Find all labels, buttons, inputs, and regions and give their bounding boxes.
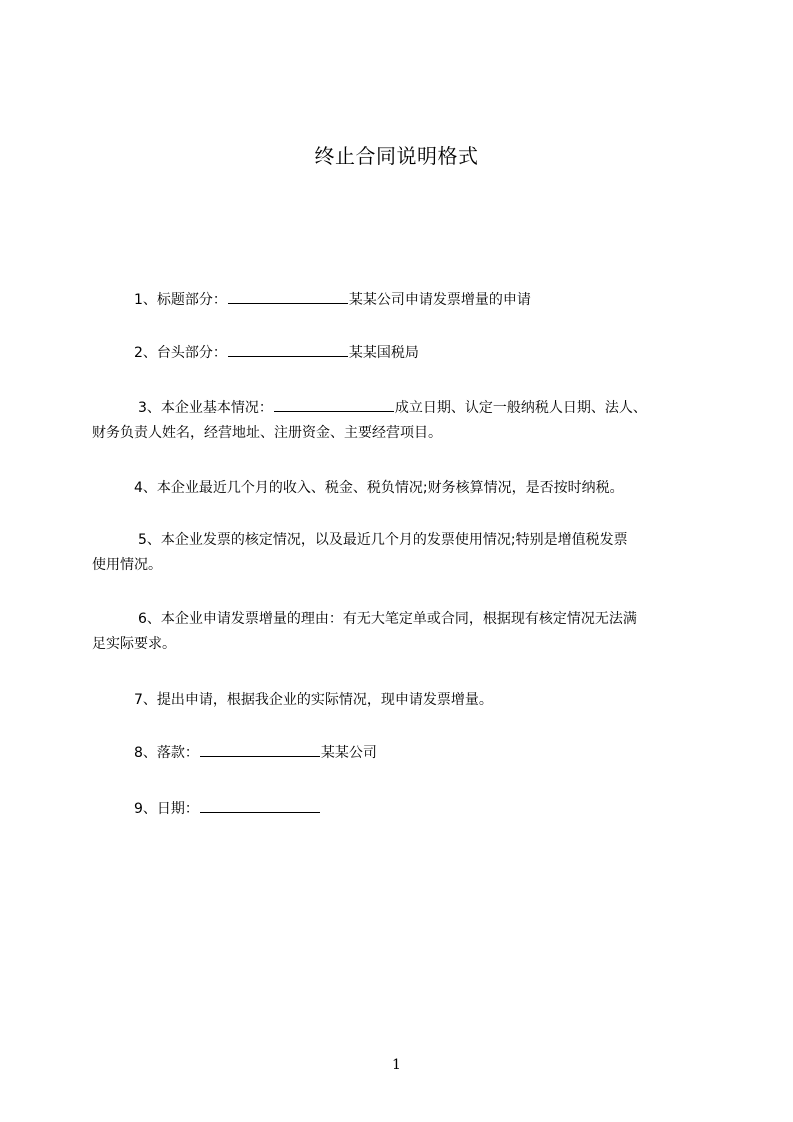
item-number: 6、 — [138, 611, 161, 627]
item-text: 成立日期、认定一般纳税人日期、法人、 — [394, 400, 647, 416]
item-text: 本企业最近几个月的收入、税金、税负情况;财务核算情况，是否按时纳税。 — [156, 480, 624, 496]
list-item-date — [134, 797, 754, 822]
item-text: 某某国税局 — [348, 345, 419, 361]
list-item-signature — [134, 741, 754, 766]
item-number: 5、 — [138, 532, 161, 548]
item-text: 某某公司 — [320, 745, 377, 761]
item-text: 某某公司申请发票增量的申请 — [348, 292, 531, 308]
item-text: 提出申请，根据我企业的实际情况，现申请发票增量。 — [156, 692, 493, 708]
document-title: 终止合同说明格式 — [314, 144, 479, 168]
list-item-recent-income — [134, 476, 754, 501]
item-label: 日期： — [156, 801, 199, 817]
item-label: 本企业基本情况： — [160, 400, 273, 416]
item-number: 7、 — [134, 692, 157, 708]
item-text: 本企业发票的核定情况，以及最近几个月的发票使用情况;特别是增值税发票 — [160, 532, 628, 548]
item-text-continued: 使用情况。 — [92, 557, 162, 573]
item-number: 1、 — [134, 292, 157, 308]
item-text: 本企业申请发票增量的理由：有无大笔定单或合同，根据现有核定情况无法满 — [160, 611, 637, 627]
item-number: 2、 — [134, 345, 157, 361]
list-item-increase-reason — [92, 607, 712, 657]
item-number: 4、 — [134, 480, 157, 496]
fill-in-blank[interactable] — [200, 744, 320, 757]
item-text-continued: 足实际要求。 — [92, 636, 176, 652]
list-item-title-section — [134, 288, 754, 313]
fill-in-blank[interactable] — [228, 291, 348, 304]
fill-in-blank[interactable] — [274, 399, 394, 412]
page-number: 1 — [392, 1057, 401, 1073]
item-text-continued: 财务负责人姓名，经营地址、注册资金、主要经营项目。 — [92, 425, 442, 441]
item-number: 3、 — [138, 400, 161, 416]
item-label: 台头部分： — [156, 345, 227, 361]
list-item-invoice-usage — [92, 528, 712, 578]
list-item-header-section — [134, 341, 754, 366]
list-item-company-basics — [92, 396, 712, 446]
fill-in-blank[interactable] — [200, 800, 320, 813]
item-number: 8、 — [134, 745, 157, 761]
list-item-submit-request — [134, 688, 754, 713]
item-label: 落款： — [156, 745, 199, 761]
fill-in-blank[interactable] — [228, 344, 348, 357]
item-number: 9、 — [134, 801, 157, 817]
item-label: 标题部分： — [156, 292, 227, 308]
